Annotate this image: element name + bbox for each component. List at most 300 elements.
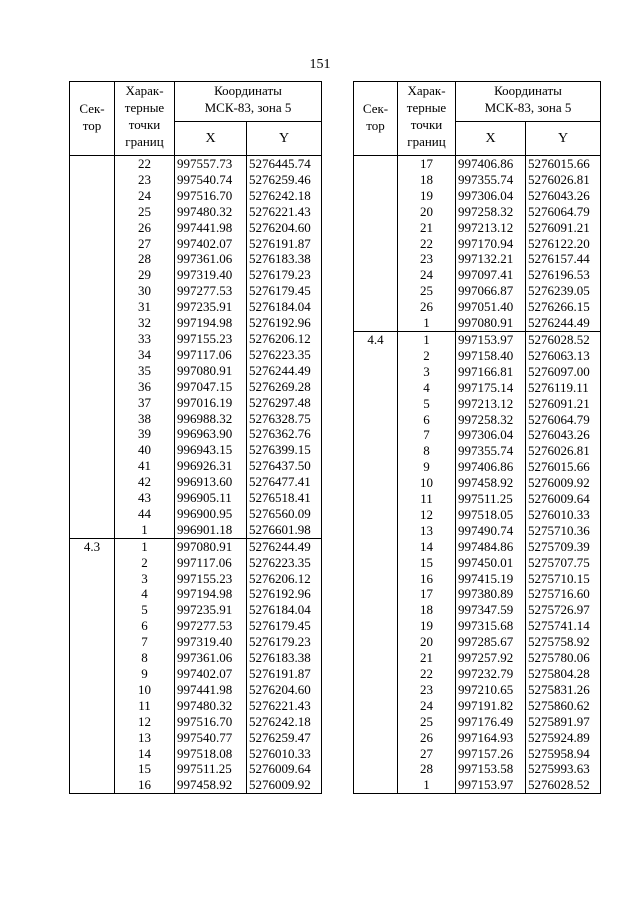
- point-cell: 1: [115, 538, 175, 554]
- table-row: [354, 555, 601, 571]
- point-cell: 5: [115, 602, 175, 618]
- x-coordinate-cell: 997511.25: [456, 491, 526, 507]
- x-coordinate-cell: 997277.53: [175, 618, 247, 634]
- sector-cell: [70, 220, 115, 236]
- point-cell: 27: [398, 746, 456, 762]
- sector-cell: [354, 571, 398, 587]
- point-cell: 40: [115, 442, 175, 458]
- x-coordinate-cell: 997166.81: [456, 364, 526, 380]
- y-coordinate-cell: 5276179.23: [247, 634, 322, 650]
- table-row: [70, 698, 322, 714]
- y-coordinate-cell: 5275716.60: [526, 586, 601, 602]
- point-cell: 18: [398, 172, 456, 188]
- x-coordinate-cell: 997458.92: [175, 777, 247, 793]
- sector-cell: [354, 236, 398, 252]
- point-cell: 16: [398, 571, 456, 587]
- x-coordinate-cell: 997047.15: [175, 379, 247, 395]
- y-coordinate-cell: 5276223.35: [247, 555, 322, 571]
- y-coordinate-cell: 5275707.75: [526, 555, 601, 571]
- sector-cell: [354, 459, 398, 475]
- x-coordinate-cell: 997117.06: [175, 347, 247, 363]
- y-coordinate-cell: 5276179.45: [247, 618, 322, 634]
- x-coordinate-cell: 997441.98: [175, 220, 247, 236]
- sector-cell: [354, 427, 398, 443]
- header-points-line3: точки: [410, 117, 443, 132]
- x-coordinate-cell: 997153.97: [456, 777, 526, 793]
- y-coordinate-cell: 5276015.66: [526, 156, 601, 172]
- header-sector: [354, 82, 398, 156]
- table-row: [354, 714, 601, 730]
- header-sector-line1: Сек-: [79, 101, 105, 116]
- y-coordinate-cell: 5276362.76: [247, 426, 322, 442]
- table-row: [354, 156, 601, 172]
- point-cell: 13: [398, 523, 456, 539]
- header-points-line1: Харак-: [407, 83, 446, 98]
- y-coordinate-cell: 5276399.15: [247, 442, 322, 458]
- header-coordinates: [175, 82, 322, 122]
- table-row: [70, 315, 322, 331]
- x-coordinate-cell: 997176.49: [456, 714, 526, 730]
- y-coordinate-cell: 5275780.06: [526, 650, 601, 666]
- point-cell: 8: [398, 443, 456, 459]
- sector-cell: [354, 682, 398, 698]
- sector-cell: [70, 666, 115, 682]
- x-coordinate-cell: 997415.19: [456, 571, 526, 587]
- x-coordinate-cell: 997080.91: [456, 315, 526, 331]
- sector-cell: [354, 698, 398, 714]
- x-coordinate-cell: 997097.41: [456, 267, 526, 283]
- y-coordinate-cell: 5276179.45: [247, 283, 322, 299]
- table-row: [354, 571, 601, 587]
- y-coordinate-cell: 5276437.50: [247, 458, 322, 474]
- y-coordinate-cell: 5276221.43: [247, 698, 322, 714]
- y-coordinate-cell: 5276010.33: [526, 507, 601, 523]
- x-coordinate-cell: 997480.32: [175, 698, 247, 714]
- point-cell: 43: [115, 490, 175, 506]
- table-row: [354, 666, 601, 682]
- point-cell: 7: [115, 634, 175, 650]
- table-row: [354, 412, 601, 428]
- table-row: [354, 267, 601, 283]
- table-row: [354, 443, 601, 459]
- sector-cell: [354, 491, 398, 507]
- y-coordinate-cell: 5276244.49: [247, 363, 322, 379]
- table-row: [70, 746, 322, 762]
- x-coordinate-cell: 997235.91: [175, 602, 247, 618]
- header-x: X: [175, 122, 247, 156]
- y-coordinate-cell: 5276239.05: [526, 283, 601, 299]
- point-cell: 11: [398, 491, 456, 507]
- table-row: [70, 299, 322, 315]
- x-coordinate-cell: 997518.08: [175, 746, 247, 762]
- y-coordinate-cell: 5276064.79: [526, 204, 601, 220]
- table-row: [354, 204, 601, 220]
- y-coordinate-cell: 5276191.87: [247, 236, 322, 252]
- table-body-left: [70, 156, 322, 794]
- header-coordinates-line2: МСК-83, зона 5: [484, 100, 572, 115]
- table-row: [354, 761, 601, 777]
- table-row: [70, 490, 322, 506]
- y-coordinate-cell: 5276183.38: [247, 251, 322, 267]
- table-row: [70, 602, 322, 618]
- table-row: [70, 538, 322, 554]
- sector-cell: [354, 283, 398, 299]
- point-cell: 19: [398, 188, 456, 204]
- sector-cell: [70, 331, 115, 347]
- sector-cell: [70, 730, 115, 746]
- y-coordinate-cell: 5276223.35: [247, 347, 322, 363]
- page-number: 151: [309, 57, 331, 72]
- table-row: [354, 475, 601, 491]
- y-coordinate-cell: 5276244.49: [526, 315, 601, 331]
- sector-cell: [354, 172, 398, 188]
- table-row: [354, 650, 601, 666]
- sector-cell: [354, 299, 398, 315]
- table-row: [354, 283, 601, 299]
- table-row: [70, 188, 322, 204]
- point-cell: 42: [115, 474, 175, 490]
- x-coordinate-cell: 997194.98: [175, 586, 247, 602]
- table-row: [70, 411, 322, 427]
- table-row: [70, 730, 322, 746]
- table-row: [70, 586, 322, 602]
- sector-cell: [354, 204, 398, 220]
- sector-cell: [70, 172, 115, 188]
- x-coordinate-cell: 996905.11: [175, 490, 247, 506]
- table-row: [70, 761, 322, 777]
- sector-cell: [70, 379, 115, 395]
- sector-cell: [70, 251, 115, 267]
- point-cell: 38: [115, 411, 175, 427]
- table-row: [354, 698, 601, 714]
- y-coordinate-cell: 5276097.00: [526, 364, 601, 380]
- sector-cell: [70, 698, 115, 714]
- point-cell: 25: [398, 283, 456, 299]
- sector-cell: [70, 586, 115, 602]
- y-coordinate-cell: 5276221.43: [247, 204, 322, 220]
- sector-cell: [70, 283, 115, 299]
- point-cell: 18: [398, 602, 456, 618]
- sector-cell: [354, 777, 398, 793]
- point-cell: 2: [115, 555, 175, 571]
- x-coordinate-cell: 997406.86: [456, 459, 526, 475]
- x-coordinate-cell: 997155.23: [175, 571, 247, 587]
- x-coordinate-cell: 997175.14: [456, 380, 526, 396]
- sector-cell: [70, 458, 115, 474]
- sector-cell: [354, 220, 398, 236]
- y-coordinate-cell: 5275831.26: [526, 682, 601, 698]
- point-cell: 12: [398, 507, 456, 523]
- x-coordinate-cell: 997516.70: [175, 188, 247, 204]
- point-cell: 4: [115, 586, 175, 602]
- x-coordinate-cell: 996988.32: [175, 411, 247, 427]
- x-coordinate-cell: 997490.74: [456, 523, 526, 539]
- point-cell: 6: [115, 618, 175, 634]
- y-coordinate-cell: 5276445.74: [247, 156, 322, 172]
- point-cell: 25: [115, 204, 175, 220]
- sector-cell: [354, 650, 398, 666]
- x-coordinate-cell: 997257.92: [456, 650, 526, 666]
- table-row: [354, 331, 601, 347]
- x-coordinate-cell: 996963.90: [175, 426, 247, 442]
- sector-cell: [70, 522, 115, 538]
- x-coordinate-cell: 997484.86: [456, 539, 526, 555]
- sector-cell: [70, 315, 115, 331]
- table-row: [354, 491, 601, 507]
- point-cell: 3: [115, 571, 175, 587]
- header-coordinates-line1: Координаты: [494, 83, 562, 98]
- sector-cell: [354, 364, 398, 380]
- table-row: [354, 299, 601, 315]
- table-row: [354, 586, 601, 602]
- table-row: [354, 539, 601, 555]
- x-coordinate-cell: 997051.40: [456, 299, 526, 315]
- x-coordinate-cell: 997347.59: [456, 602, 526, 618]
- sector-cell: [70, 506, 115, 522]
- y-coordinate-cell: 5275804.28: [526, 666, 601, 682]
- x-coordinate-cell: 997016.19: [175, 395, 247, 411]
- y-coordinate-cell: 5275758.92: [526, 634, 601, 650]
- header-points-line2: терные: [406, 100, 447, 115]
- x-coordinate-cell: 997306.04: [456, 427, 526, 443]
- point-cell: 4: [398, 380, 456, 396]
- sector-cell: [354, 666, 398, 682]
- y-coordinate-cell: 5276179.23: [247, 267, 322, 283]
- x-coordinate-cell: 997458.92: [456, 475, 526, 491]
- y-coordinate-cell: 5276009.64: [526, 491, 601, 507]
- table-row: [354, 746, 601, 762]
- x-coordinate-cell: 997066.87: [456, 283, 526, 299]
- y-coordinate-cell: 5276601.98: [247, 522, 322, 538]
- x-coordinate-cell: 997355.74: [456, 172, 526, 188]
- table-row: [70, 236, 322, 252]
- point-cell: 25: [398, 714, 456, 730]
- point-cell: 9: [115, 666, 175, 682]
- y-coordinate-cell: 5276206.12: [247, 331, 322, 347]
- point-cell: 15: [398, 555, 456, 571]
- table-row: [70, 251, 322, 267]
- sector-cell: [354, 188, 398, 204]
- x-coordinate-cell: 996900.95: [175, 506, 247, 522]
- x-coordinate-cell: 997319.40: [175, 634, 247, 650]
- point-cell: 21: [398, 650, 456, 666]
- point-cell: 23: [398, 251, 456, 267]
- point-cell: 17: [398, 586, 456, 602]
- table-row: [70, 204, 322, 220]
- sector-cell: [354, 315, 398, 331]
- point-cell: 8: [115, 650, 175, 666]
- point-cell: 14: [115, 746, 175, 762]
- table-row: [354, 523, 601, 539]
- y-coordinate-cell: 5276244.49: [247, 538, 322, 554]
- y-coordinate-cell: 5275860.62: [526, 698, 601, 714]
- point-cell: 36: [115, 379, 175, 395]
- sector-cell: [70, 442, 115, 458]
- x-coordinate-cell: 997232.79: [456, 666, 526, 682]
- point-cell: 33: [115, 331, 175, 347]
- x-coordinate-cell: 997170.94: [456, 236, 526, 252]
- point-cell: 24: [398, 267, 456, 283]
- x-coordinate-cell: 997361.06: [175, 650, 247, 666]
- point-cell: 3: [398, 364, 456, 380]
- table-row: [354, 315, 601, 331]
- table-row: [354, 427, 601, 443]
- y-coordinate-cell: 5276192.96: [247, 586, 322, 602]
- point-cell: 12: [115, 714, 175, 730]
- x-coordinate-cell: 997235.91: [175, 299, 247, 315]
- table-row: [70, 666, 322, 682]
- sector-cell: [354, 475, 398, 491]
- x-coordinate-cell: 997258.32: [456, 204, 526, 220]
- x-coordinate-cell: 997450.01: [456, 555, 526, 571]
- table-row: [70, 618, 322, 634]
- sector-cell: [70, 426, 115, 442]
- y-coordinate-cell: 5276009.64: [247, 761, 322, 777]
- x-coordinate-cell: 997480.32: [175, 204, 247, 220]
- point-cell: 28: [398, 761, 456, 777]
- table-row: [354, 602, 601, 618]
- sector-cell: [70, 618, 115, 634]
- sector-cell: [70, 347, 115, 363]
- table-row: [70, 347, 322, 363]
- x-coordinate-cell: 996901.18: [175, 522, 247, 538]
- header-points-line2: терные: [124, 100, 165, 115]
- y-coordinate-cell: 5276015.66: [526, 459, 601, 475]
- y-coordinate-cell: 5276204.60: [247, 682, 322, 698]
- sector-cell: 4.4: [354, 331, 398, 347]
- y-coordinate-cell: 5276043.26: [526, 188, 601, 204]
- sector-cell: [70, 777, 115, 793]
- table-row: [70, 395, 322, 411]
- sector-cell: [354, 618, 398, 634]
- x-coordinate-cell: 997540.74: [175, 172, 247, 188]
- point-cell: 27: [115, 236, 175, 252]
- point-cell: 35: [115, 363, 175, 379]
- point-cell: 24: [115, 188, 175, 204]
- point-cell: 34: [115, 347, 175, 363]
- header-sector-line2: тор: [82, 118, 102, 133]
- x-coordinate-cell: 997518.05: [456, 507, 526, 523]
- table-body-right: [354, 156, 601, 794]
- y-coordinate-cell: 5276119.11: [526, 380, 601, 396]
- y-coordinate-cell: 5276196.53: [526, 267, 601, 283]
- sector-cell: [70, 204, 115, 220]
- y-coordinate-cell: 5275709.39: [526, 539, 601, 555]
- table-row: [354, 251, 601, 267]
- y-coordinate-cell: 5275993.63: [526, 761, 601, 777]
- sector-cell: [70, 682, 115, 698]
- x-coordinate-cell: 997155.23: [175, 331, 247, 347]
- x-coordinate-cell: 997285.67: [456, 634, 526, 650]
- sector-cell: [70, 490, 115, 506]
- y-coordinate-cell: 5275891.97: [526, 714, 601, 730]
- y-coordinate-cell: 5276010.33: [247, 746, 322, 762]
- point-cell: 26: [115, 220, 175, 236]
- point-cell: 39: [115, 426, 175, 442]
- y-coordinate-cell: 5276477.41: [247, 474, 322, 490]
- y-coordinate-cell: 5276063.13: [526, 348, 601, 364]
- point-cell: 9: [398, 459, 456, 475]
- x-coordinate-cell: 997306.04: [456, 188, 526, 204]
- x-coordinate-cell: 997361.06: [175, 251, 247, 267]
- x-coordinate-cell: 997080.91: [175, 538, 247, 554]
- point-cell: 31: [115, 299, 175, 315]
- point-cell: 37: [115, 395, 175, 411]
- point-cell: 19: [398, 618, 456, 634]
- y-coordinate-cell: 5276560.09: [247, 506, 322, 522]
- point-cell: 24: [398, 698, 456, 714]
- sector-cell: [354, 539, 398, 555]
- point-cell: 10: [398, 475, 456, 491]
- y-coordinate-cell: 5276026.81: [526, 443, 601, 459]
- y-coordinate-cell: 5276183.38: [247, 650, 322, 666]
- sector-cell: [70, 634, 115, 650]
- x-coordinate-cell: 997164.93: [456, 730, 526, 746]
- y-coordinate-cell: 5275710.15: [526, 571, 601, 587]
- header-coordinates-line2: МСК-83, зона 5: [204, 100, 292, 115]
- sector-cell: [354, 523, 398, 539]
- sector-cell: [70, 299, 115, 315]
- point-cell: 26: [398, 299, 456, 315]
- point-cell: 26: [398, 730, 456, 746]
- x-coordinate-cell: 997153.58: [456, 761, 526, 777]
- y-coordinate-cell: 5276184.04: [247, 602, 322, 618]
- table-row: [70, 363, 322, 379]
- y-coordinate-cell: 5276043.26: [526, 427, 601, 443]
- table-row: [70, 506, 322, 522]
- header-y: Y: [247, 122, 322, 156]
- table-row: [354, 396, 601, 412]
- x-coordinate-cell: 997315.68: [456, 618, 526, 634]
- table-row: [70, 650, 322, 666]
- y-coordinate-cell: 5275958.94: [526, 746, 601, 762]
- x-coordinate-cell: 997511.25: [175, 761, 247, 777]
- table-row: [354, 380, 601, 396]
- point-cell: 6: [398, 412, 456, 428]
- y-coordinate-cell: 5276026.81: [526, 172, 601, 188]
- y-coordinate-cell: 5276242.18: [247, 714, 322, 730]
- point-cell: 14: [398, 539, 456, 555]
- table-row: [70, 220, 322, 236]
- y-coordinate-cell: 5275741.14: [526, 618, 601, 634]
- x-coordinate-cell: 997557.73: [175, 156, 247, 172]
- x-coordinate-cell: 997402.07: [175, 236, 247, 252]
- y-coordinate-cell: 5276091.21: [526, 220, 601, 236]
- sector-cell: [70, 650, 115, 666]
- table-row: [354, 682, 601, 698]
- x-coordinate-cell: 997080.91: [175, 363, 247, 379]
- x-coordinate-cell: 997191.82: [456, 698, 526, 714]
- y-coordinate-cell: 5276028.52: [526, 777, 601, 793]
- sector-cell: [354, 602, 398, 618]
- point-cell: 1: [398, 315, 456, 331]
- point-cell: 2: [398, 348, 456, 364]
- sector-cell: [354, 267, 398, 283]
- sector-cell: [70, 188, 115, 204]
- point-cell: 32: [115, 315, 175, 331]
- y-coordinate-cell: 5276266.15: [526, 299, 601, 315]
- coordinates-table-left: [69, 81, 322, 794]
- header-coordinates: [456, 82, 601, 122]
- sector-cell: [70, 236, 115, 252]
- y-coordinate-cell: 5276192.96: [247, 315, 322, 331]
- y-coordinate-cell: 5276091.21: [526, 396, 601, 412]
- sector-cell: [354, 730, 398, 746]
- header-points-line4: границ: [125, 134, 164, 149]
- x-coordinate-cell: 997380.89: [456, 586, 526, 602]
- table-row: [70, 267, 322, 283]
- table-row: [70, 634, 322, 650]
